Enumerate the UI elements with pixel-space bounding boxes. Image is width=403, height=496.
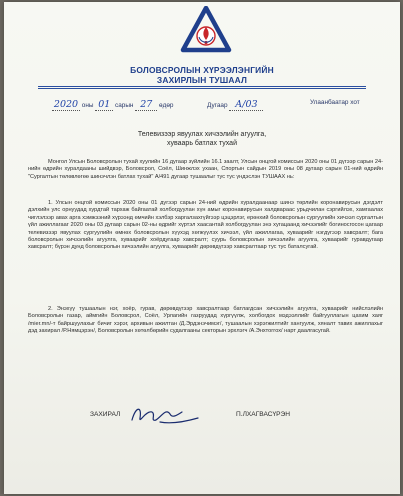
number-label: Дугаар bbox=[207, 102, 228, 109]
order-item-1: 1. Улсын онцгой комиссын 2020 оны 01 дүгээр сарын 24-ний өдрийн хуралдаанаар шинэ төрлийн коронавирусын дэгдэлт дэлхийн улс орнуудад хурдтай тархаж байгаатай холбогдуулан хүн амыг коронавирусын халдвараас урьдчилан сэргийлэх, хамгаалах чиглэлээр авах арга хэмжээний хүрээнд өмчийн хэлбэр харгалзахгүйгээр цэцэрлэг, ерөнхий боловсролын сургуулийн хичээл сургалтын үйл ажиллагааг 2020 оны 03 дугаар сарын 02-ны өдрийг хүртэл хаасантай холбогдуулан энэ хугацаанд хичээлийг богиносгосон цагаар телевизээр явуулах сургуулийн өмнөх боловсролын хүүхэд хөгжүүлэх хичээл, үйл ажиллагаа, хуваарийг нэгдүгээр хавсралт; бага боловсролын хичээлийн агуулга, хуваарийг хоёрдугаар хавсралт; суурь боловсролын хичээлийн агуулга, хуваарийг гуравдугаар хавсралт; бүрэн дунд боловсролын хичээлийн агуулга, хуваарийг дөрөвдүгээр хавсралтаар тус тус баталсугай. bbox=[28, 200, 383, 251]
document-title bbox=[4, 130, 400, 148]
title-line2: хуваарь батлах тухай bbox=[167, 140, 237, 147]
header-divider bbox=[38, 86, 366, 87]
preamble-paragraph: Монгол Улсын Боловсролын тухай хуулийн 16 дугаар зүйлийн 16.1 заалт, Улсын онцгой комиссын 2020 оны 01 дүгээр сарын 24-нийн өдрийн хуралдааны шийдвэр, Боловсрол, Соёл, Шинжлэх ухаан, Спортын сайдын 2019 оны 08 дугаар сарын 01-ний өдрийн "Сургалтын төлөвлөгөө шинэчлэн батлах тухай" А/491 дугаар тушаалыг тус тус үндэслэн ТУШААХ нь: bbox=[28, 159, 383, 180]
signatory-name: П.ЛХАГВАСҮРЭН bbox=[236, 411, 291, 418]
date-day-suffix: өдөр bbox=[159, 102, 174, 109]
order-item-2: 2. Энэхүү тушаалын нэг, хоёр, гурав, дөрөвдүгээр хавсралтаар батлагдсан хичээлийн агуулга, хуваарийг нийслэлийн Боловсролын газар, аймгийн Боловсрол, Соёл, Урлагийн газруудад хүргүүлж, холбогдох мэдээллийг байгууллагын цахим хаяг /mier.mn/-т байршуулахыг бичиг хэрэг, архивын ажилтан /Д.Эрдэнэчимэг/, тушаалын хэрэгжилтийг хангуулж, хяналт тавих ажиллахыг дэд захирал /Р.Нямцэрэн/, Боловсролын хөтөлбөрийн судалгааны секторын эрхлэгч /А.Энхтоггох/ нарт даалгасугай. bbox=[28, 306, 383, 335]
order-number bbox=[207, 99, 263, 111]
date-month: 01 bbox=[95, 99, 113, 111]
title-line1: Телевизээр явуулах хичээлийн агуулга, bbox=[137, 131, 267, 138]
order-document bbox=[4, 2, 400, 494]
org-name-line1: БОЛОВСРОЛЫН ХҮРЭЭЛЭНГИЙН bbox=[130, 65, 274, 75]
city-name: Улаанбаатар хот bbox=[310, 99, 360, 106]
signature-role: ЗАХИРАЛ bbox=[90, 411, 121, 418]
org-name-line2: ЗАХИРЛЫН ТУШААЛ bbox=[156, 75, 248, 85]
ministry-emblem-icon bbox=[179, 6, 233, 64]
number-value: А/03 bbox=[229, 99, 263, 111]
order-date bbox=[52, 99, 173, 111]
handwritten-signature-icon bbox=[126, 402, 206, 428]
date-year-suffix: оны bbox=[81, 102, 94, 109]
date-year: 2020 bbox=[53, 99, 79, 110]
header-divider-thin bbox=[38, 88, 366, 89]
date-month-suffix: сарын bbox=[115, 102, 134, 109]
date-day: 27 bbox=[135, 99, 157, 111]
